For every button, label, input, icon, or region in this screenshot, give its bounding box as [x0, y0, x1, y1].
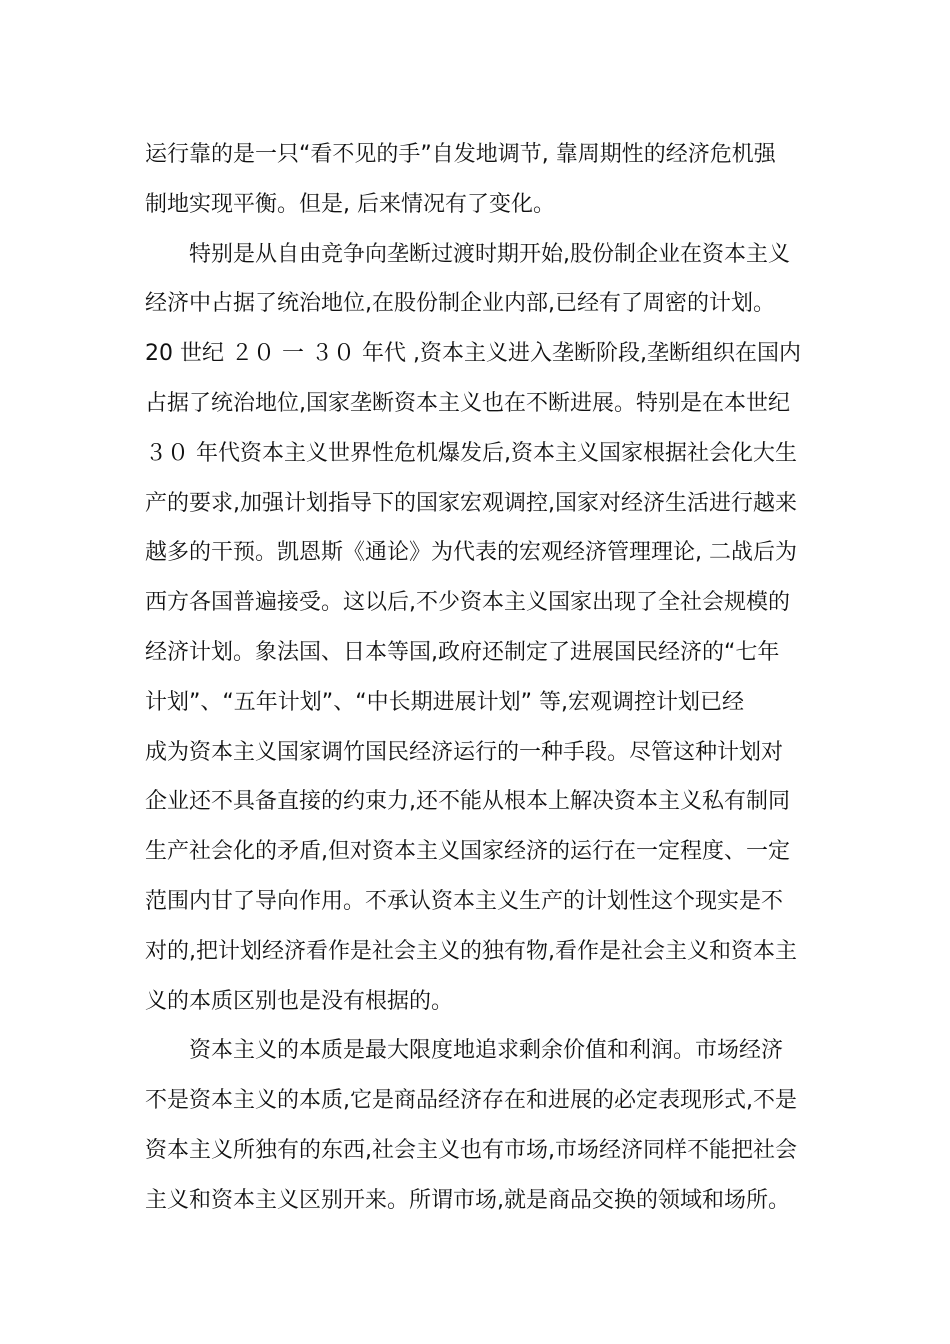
- text-line: 越多的干预。凯恩斯《通论》为代表的宏观经济管理理论, 二战后为: [145, 540, 797, 566]
- text-line: 经济计划。象法国、日本等国,政府还制定了进展国民经济的“七年: [145, 639, 780, 665]
- text-line: 经济中占据了统治地位,在股份制企业内部,已经有了周密的计划。: [145, 291, 775, 317]
- text-line: 西方各国普遍接受。这以后,不少资本主义国家出现了全社会规模的: [145, 590, 790, 616]
- paragraph-start-line: 特别是从自由竞争向垄断过渡时期开始,股份制企业在资本主义: [189, 241, 790, 267]
- text-line: 范围内甘了导向作用。不承认资本主义生产的计划性这个现实是不: [145, 888, 784, 914]
- text-line: 义的本质区别也是没有根据的。: [145, 988, 454, 1014]
- text-line: 不是资本主义的本质,它是商品经济存在和进展的必定表现形式,不是: [145, 1088, 797, 1114]
- text-line: 产的要求,加强计划指导下的国家宏观调控,国家对经济生活进行越来: [145, 490, 797, 516]
- text-line: 资本主义所独有的东西,社会主义也有市场,市场经济同样不能把社会: [145, 1137, 797, 1163]
- document-body: [145, 130, 810, 1226]
- text-line: 制地实现平衡。但是, 后来情况有了变化。: [145, 191, 555, 217]
- text-line: 主义和资本主义区别开来。所谓市场,就是商品交换的领域和场所。: [145, 1187, 790, 1213]
- text-line: 20 世纪 ２０ 一 ３０ 年代 ,资本主义进入垄断阶段,垄断组织在国内: [145, 341, 801, 367]
- text-line: 成为资本主义国家调竹国民经济运行的一种手段。尽管这种计划对: [145, 739, 784, 765]
- text-line: 计划”、“五年计划”、“中长期进展计划” 等,宏观调控计划已经: [145, 689, 744, 715]
- text-line: 占据了统治地位,国家垄断资本主义也在不断进展。特别是在本世纪: [145, 390, 790, 416]
- text-line: ３０ 年代资本主义世界性危机爆发后,资本主义国家根据社会化大生: [145, 440, 797, 466]
- text-line: 生产社会化的矛盾,但对资本主义国家经济的运行在一定程度、一定: [145, 839, 790, 865]
- text-line: 对的,把计划经济看作是社会主义的独有物,看作是社会主义和资本主: [145, 938, 797, 964]
- text-line: 企业还不具备直接的约束力,还不能从根本上解决资本主义私有制同: [145, 789, 790, 815]
- text-line: 运行靠的是一只“看不见的手”自发地调节, 靠周期性的经济危机强: [145, 142, 776, 167]
- paragraph-start-line: 资本主义的本质是最大限度地追求剩余价值和利润。市场经济: [189, 1038, 784, 1064]
